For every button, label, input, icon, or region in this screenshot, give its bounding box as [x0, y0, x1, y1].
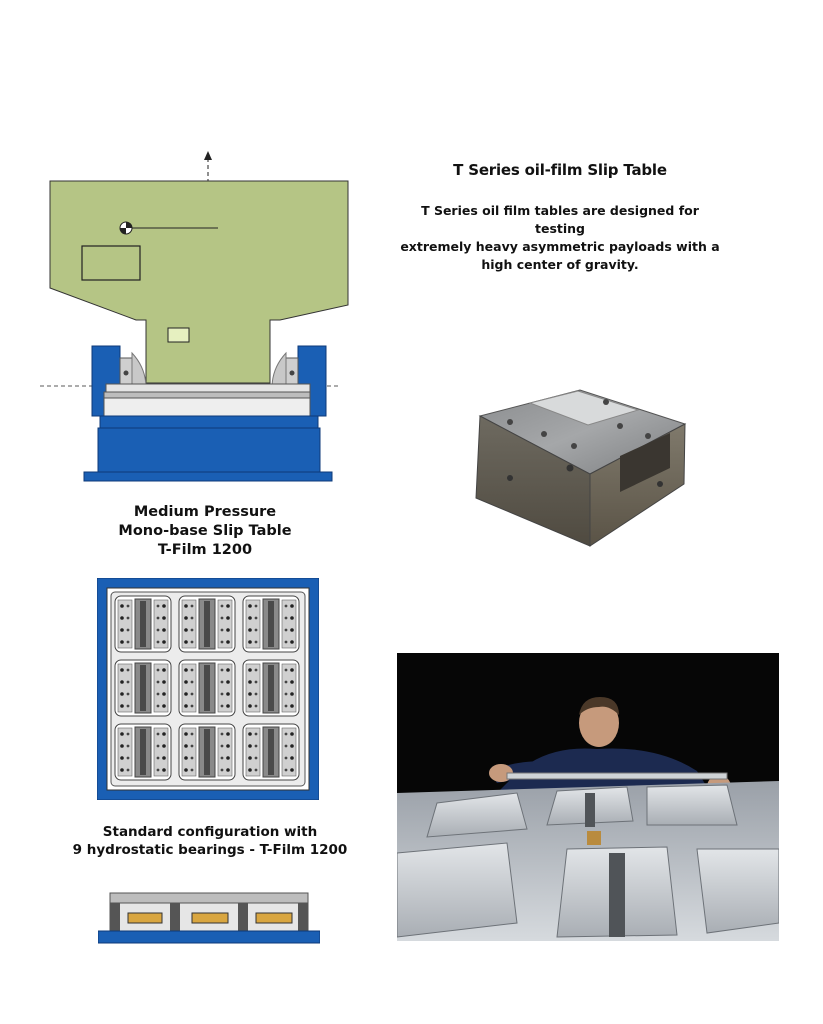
left-bearing-pin [124, 371, 129, 376]
mono-base-caption [90, 503, 320, 560]
description [395, 202, 725, 274]
hydrostatic-bearing [243, 724, 299, 780]
right-bracket [272, 353, 286, 388]
technician-measuring-bearings-photo [397, 653, 779, 941]
block-hole [567, 465, 574, 472]
section-top-plate [110, 893, 308, 903]
base-top [100, 416, 318, 428]
block-hole [645, 433, 651, 439]
hydrostatic-bearing [243, 596, 299, 652]
bearing-pad-center-slot [609, 853, 625, 937]
hydrostatic-bearing [115, 724, 171, 780]
caption-line: T-Film 1200 [157, 542, 253, 558]
bearing-pad [647, 785, 737, 825]
block-hole [617, 423, 623, 429]
hydrostatic-bearing [179, 596, 235, 652]
hydrostatic-bearing [115, 660, 171, 716]
slip-plate-top [106, 384, 310, 392]
page-title: T Series oil-film Slip Table [453, 161, 667, 179]
hydrostatic-bearing [243, 660, 299, 716]
caption-line: Mono-base Slip Table [118, 523, 292, 539]
block-hole [603, 399, 609, 405]
section-pillar [170, 903, 180, 931]
hydrostatic-bearing [179, 660, 235, 716]
right-bearing-pin [290, 371, 295, 376]
granite-block [104, 398, 310, 416]
hydrostatic-bearing [179, 724, 235, 780]
bearing-pad [397, 843, 517, 937]
description-line: high center of gravity. [481, 257, 639, 272]
caption-line: 9 hydrostatic bearings - T-Film 1200 [72, 842, 348, 858]
section-pillar [110, 903, 120, 931]
left-bracket [132, 353, 146, 388]
measuring-rule [507, 773, 727, 779]
bearing-pad-bronze [587, 831, 601, 845]
slip-table-block-photo [470, 388, 692, 550]
base-foot [84, 472, 332, 481]
section-pillar [238, 903, 248, 931]
bearing-pad-center-slot [585, 793, 595, 827]
base-body [98, 428, 320, 472]
description-line: T Series oil film tables are designed for testing [421, 203, 699, 236]
block-hole [507, 419, 513, 425]
payload-inset-small [168, 328, 189, 342]
slip-plate [104, 392, 310, 398]
section-bearing [128, 913, 162, 923]
block-hole [571, 443, 577, 449]
mono-base-slip-table-diagram [40, 148, 360, 488]
section-pillar [298, 903, 308, 931]
bearings-section-diagram [98, 891, 320, 945]
section-bearing [192, 913, 228, 923]
hydrostatic-bearing [115, 596, 171, 652]
section-base [98, 931, 320, 943]
caption-line: Standard configuration with [102, 824, 318, 840]
bearing-pad [697, 849, 779, 933]
block-hole [657, 481, 663, 487]
bearings-caption [70, 823, 350, 859]
caption-line: Medium Pressure [133, 504, 277, 520]
description-line: extremely heavy asymmetric payloads with a [400, 239, 720, 254]
block-hole [541, 431, 547, 437]
nine-bearings-plan-diagram [97, 578, 319, 800]
block-hole [507, 475, 513, 481]
vertical-axis-arrowhead [204, 151, 212, 160]
section-bearing [256, 913, 292, 923]
